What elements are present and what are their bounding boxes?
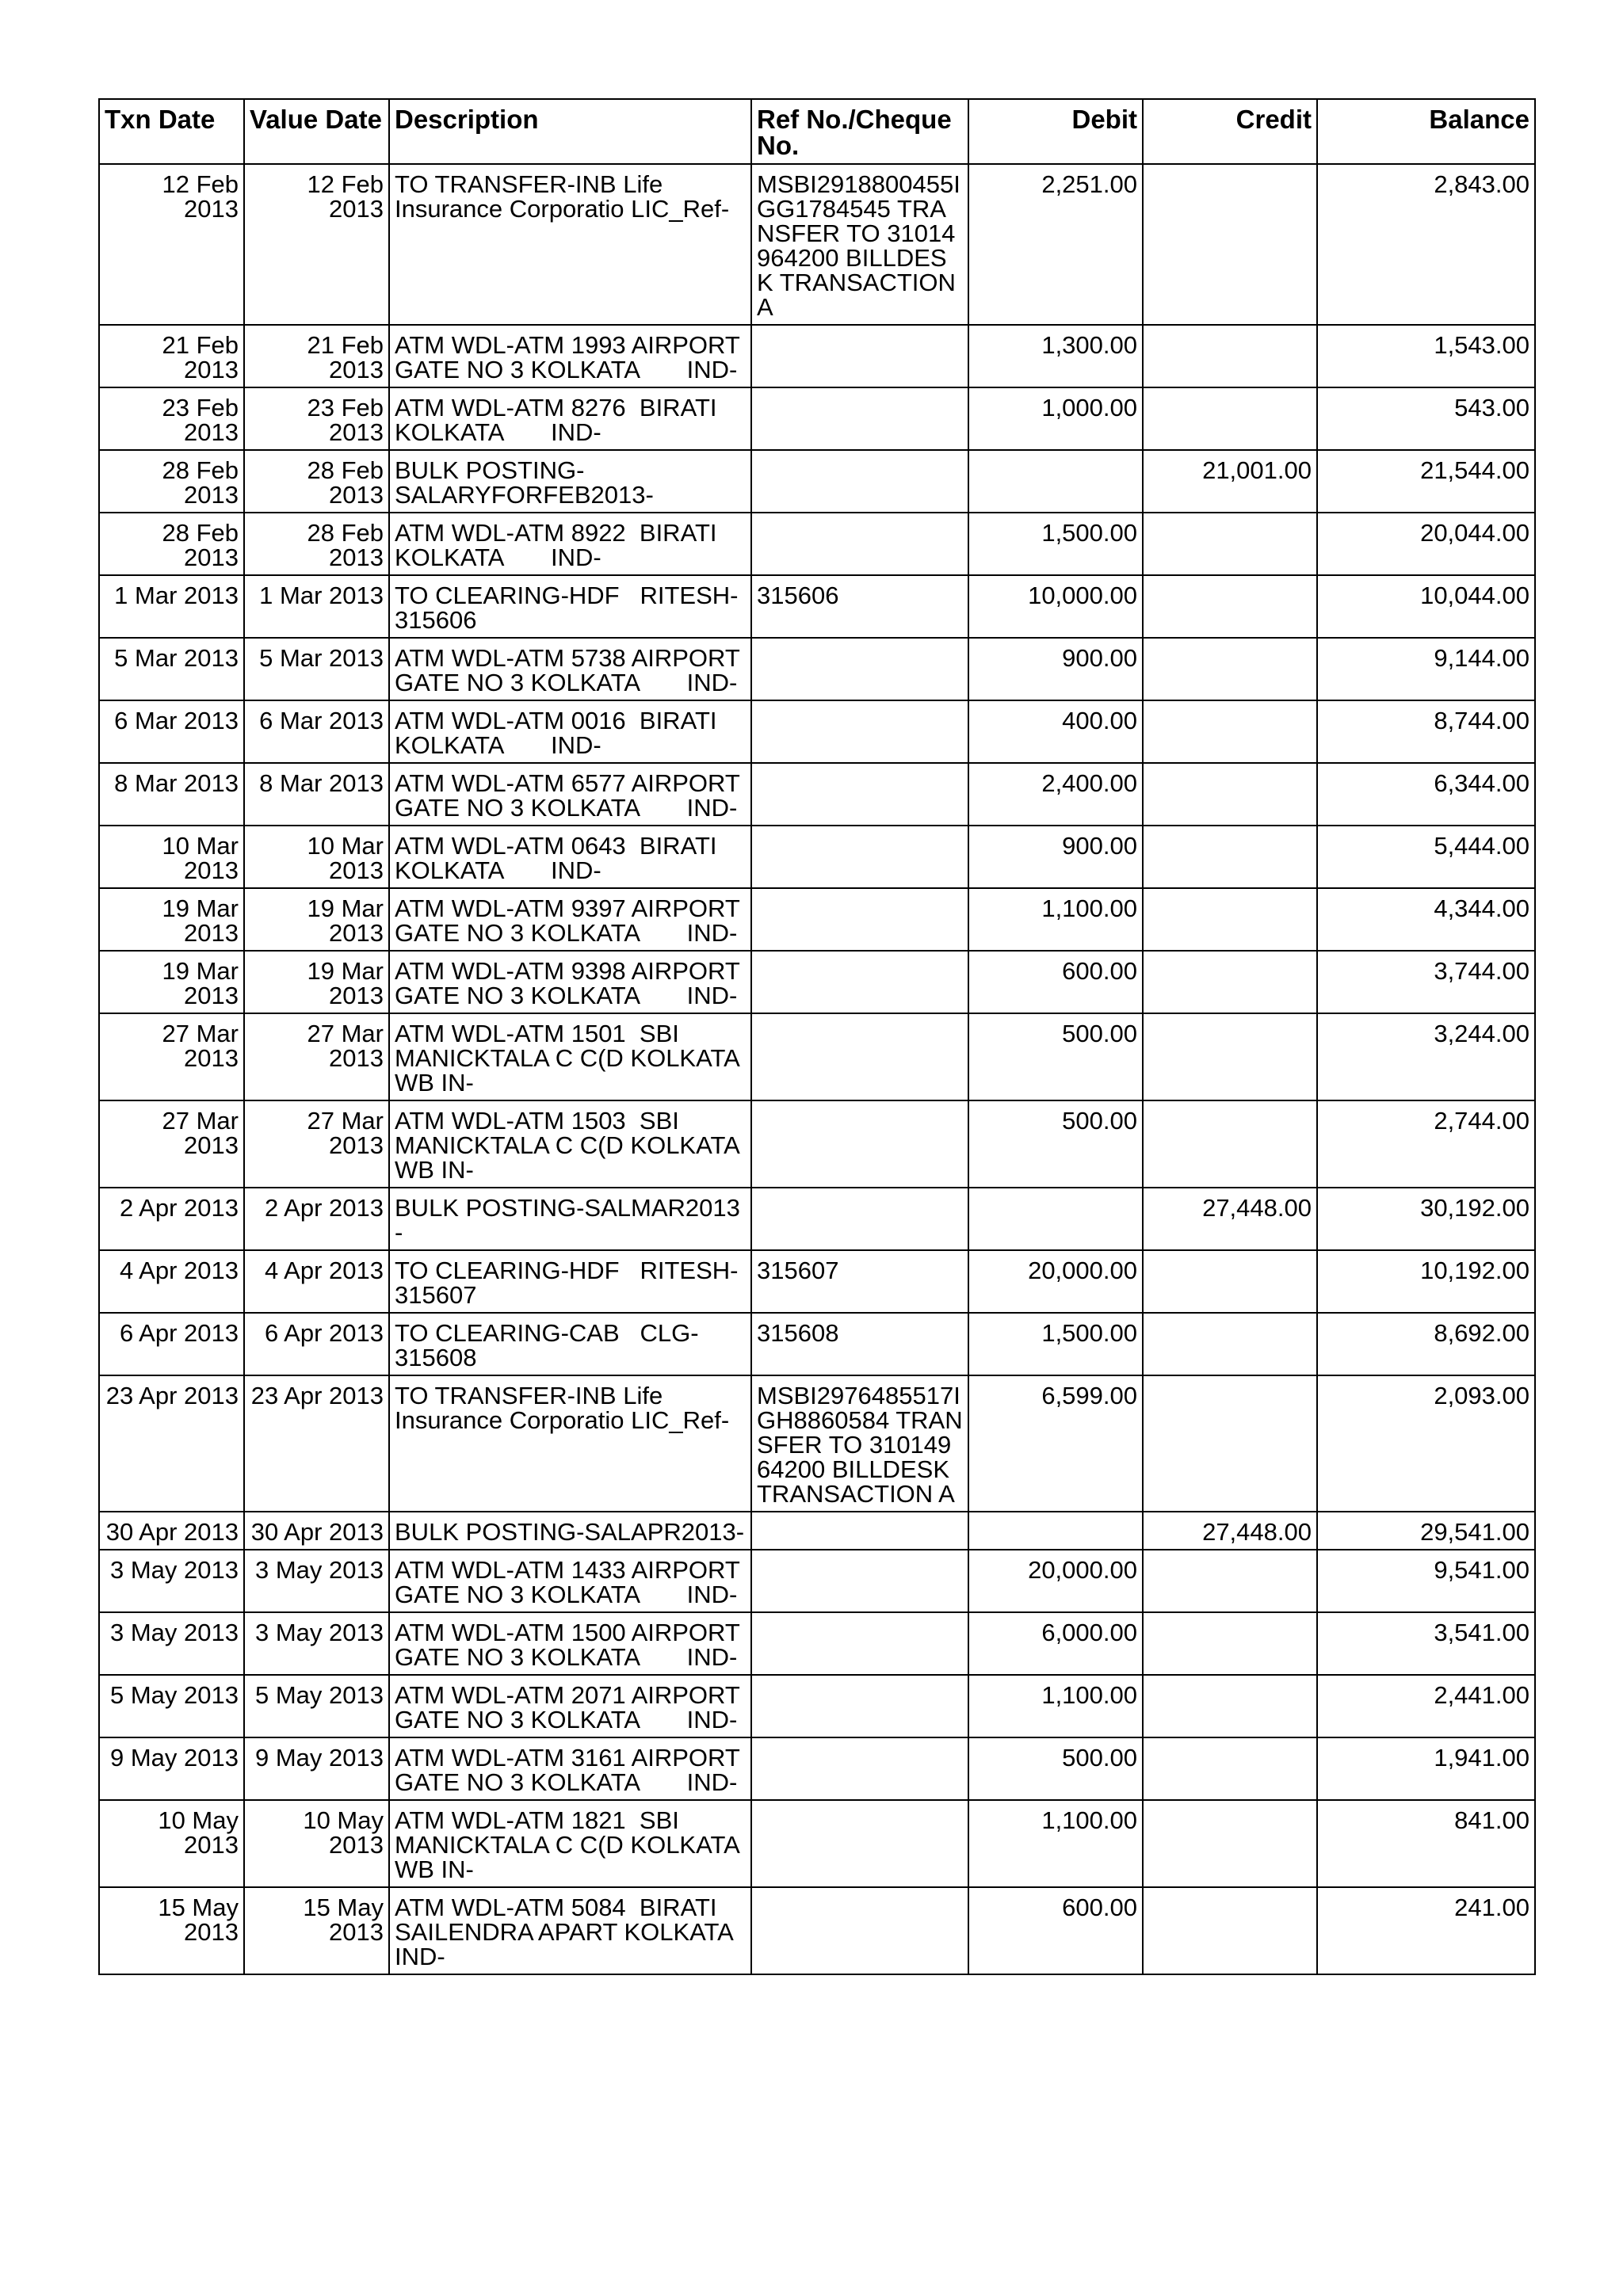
column-header-debit: Debit	[968, 99, 1143, 164]
balance-cell: 30,192.00	[1317, 1188, 1535, 1250]
description-cell: ATM WDL-ATM 1821 SBI MANICKTALA C C(D KOLKATA WB IN-	[389, 1800, 751, 1887]
description-cell: ATM WDL-ATM 1501 SBI MANICKTALA C C(D KOLKATA WB IN-	[389, 1013, 751, 1100]
description-cell: ATM WDL-ATM 1993 AIRPORT GATE NO 3 KOLKATA IND-	[389, 325, 751, 387]
balance-cell: 10,192.00	[1317, 1250, 1535, 1313]
description-cell: ATM WDL-ATM 6577 AIRPORT GATE NO 3 KOLKATA IND-	[389, 763, 751, 826]
table-body	[99, 164, 1535, 1974]
table-row	[99, 387, 1535, 450]
credit-cell	[1143, 1737, 1317, 1800]
value-date-cell: 21 Feb 2013	[244, 325, 389, 387]
balance-cell: 241.00	[1317, 1887, 1535, 1974]
description-cell: TO CLEARING-CAB CLG-315608	[389, 1313, 751, 1375]
balance-cell: 21,544.00	[1317, 450, 1535, 513]
credit-cell	[1143, 1250, 1317, 1313]
value-date-cell: 2 Apr 2013	[244, 1188, 389, 1250]
debit-cell: 500.00	[968, 1100, 1143, 1188]
table-row	[99, 164, 1535, 325]
value-date-cell: 3 May 2013	[244, 1612, 389, 1675]
ref-no-cell	[751, 1800, 968, 1887]
txn-date-cell: 30 Apr 2013	[99, 1512, 244, 1550]
credit-cell	[1143, 700, 1317, 763]
description-cell: ATM WDL-ATM 8276 BIRATI KOLKATA IND-	[389, 387, 751, 450]
column-header-description: Description	[389, 99, 751, 164]
value-date-cell: 28 Feb 2013	[244, 513, 389, 575]
table-row	[99, 826, 1535, 888]
credit-cell	[1143, 1313, 1317, 1375]
description-cell: TO CLEARING-HDF RITESH-315607	[389, 1250, 751, 1313]
txn-date-cell: 8 Mar 2013	[99, 763, 244, 826]
ref-no-cell	[751, 638, 968, 700]
table-row	[99, 1013, 1535, 1100]
table-row	[99, 1100, 1535, 1188]
credit-cell: 21,001.00	[1143, 450, 1317, 513]
debit-cell: 1,500.00	[968, 1313, 1143, 1375]
balance-cell: 2,441.00	[1317, 1675, 1535, 1737]
table-row	[99, 1313, 1535, 1375]
credit-cell: 27,448.00	[1143, 1188, 1317, 1250]
txn-date-cell: 28 Feb 2013	[99, 450, 244, 513]
txn-date-cell: 27 Mar 2013	[99, 1100, 244, 1188]
credit-cell	[1143, 513, 1317, 575]
description-cell: ATM WDL-ATM 1433 AIRPORT GATE NO 3 KOLKATA IND-	[389, 1550, 751, 1612]
credit-cell	[1143, 826, 1317, 888]
ref-no-cell: MSBI2976485517IGH8860584 TRANSFER TO 31014964200 BILLDESK TRANSACTION A	[751, 1375, 968, 1512]
description-cell: TO TRANSFER-INB Life Insurance Corporatio LIC_Ref-	[389, 1375, 751, 1512]
column-header-txn-date: Txn Date	[99, 99, 244, 164]
txn-date-cell: 23 Feb 2013	[99, 387, 244, 450]
description-cell: ATM WDL-ATM 5084 BIRATI SAILENDRA APART KOLKATA IND-	[389, 1887, 751, 1974]
txn-date-cell: 2 Apr 2013	[99, 1188, 244, 1250]
txn-date-cell: 27 Mar 2013	[99, 1013, 244, 1100]
balance-cell: 1,543.00	[1317, 325, 1535, 387]
table-row	[99, 888, 1535, 951]
txn-date-cell: 5 May 2013	[99, 1675, 244, 1737]
txn-date-cell: 5 Mar 2013	[99, 638, 244, 700]
description-cell: ATM WDL-ATM 8922 BIRATI KOLKATA IND-	[389, 513, 751, 575]
debit-cell: 1,300.00	[968, 325, 1143, 387]
balance-cell: 2,843.00	[1317, 164, 1535, 325]
balance-cell: 841.00	[1317, 1800, 1535, 1887]
ref-no-cell	[751, 1100, 968, 1188]
value-date-cell: 6 Apr 2013	[244, 1313, 389, 1375]
table-row	[99, 1737, 1535, 1800]
value-date-cell: 27 Mar 2013	[244, 1100, 389, 1188]
debit-cell: 500.00	[968, 1737, 1143, 1800]
debit-cell: 10,000.00	[968, 575, 1143, 638]
value-date-cell: 15 May 2013	[244, 1887, 389, 1974]
table-row	[99, 638, 1535, 700]
credit-cell	[1143, 1550, 1317, 1612]
ref-no-cell: 315606	[751, 575, 968, 638]
txn-date-cell: 3 May 2013	[99, 1612, 244, 1675]
description-cell: ATM WDL-ATM 2071 AIRPORT GATE NO 3 KOLKATA IND-	[389, 1675, 751, 1737]
value-date-cell: 19 Mar 2013	[244, 888, 389, 951]
description-cell: BULK POSTING-SALARYFORFEB2013-	[389, 450, 751, 513]
credit-cell	[1143, 575, 1317, 638]
credit-cell	[1143, 888, 1317, 951]
debit-cell: 900.00	[968, 826, 1143, 888]
debit-cell	[968, 450, 1143, 513]
balance-cell: 2,744.00	[1317, 1100, 1535, 1188]
table-row	[99, 700, 1535, 763]
debit-cell: 20,000.00	[968, 1550, 1143, 1612]
header-row	[99, 99, 1535, 164]
ref-no-cell	[751, 1013, 968, 1100]
table-row	[99, 1550, 1535, 1612]
txn-date-cell: 10 Mar 2013	[99, 826, 244, 888]
txn-date-cell: 3 May 2013	[99, 1550, 244, 1612]
value-date-cell: 9 May 2013	[244, 1737, 389, 1800]
credit-cell: 27,448.00	[1143, 1512, 1317, 1550]
table-row	[99, 325, 1535, 387]
value-date-cell: 5 Mar 2013	[244, 638, 389, 700]
value-date-cell: 1 Mar 2013	[244, 575, 389, 638]
ref-no-cell	[751, 450, 968, 513]
description-cell: TO CLEARING-HDF RITESH-315606	[389, 575, 751, 638]
ref-no-cell	[751, 951, 968, 1013]
debit-cell: 1,100.00	[968, 1800, 1143, 1887]
balance-cell: 2,093.00	[1317, 1375, 1535, 1512]
balance-cell: 543.00	[1317, 387, 1535, 450]
value-date-cell: 4 Apr 2013	[244, 1250, 389, 1313]
credit-cell	[1143, 164, 1317, 325]
balance-cell: 5,444.00	[1317, 826, 1535, 888]
table-row	[99, 575, 1535, 638]
debit-cell: 400.00	[968, 700, 1143, 763]
credit-cell	[1143, 638, 1317, 700]
txn-date-cell: 21 Feb 2013	[99, 325, 244, 387]
value-date-cell: 28 Feb 2013	[244, 450, 389, 513]
value-date-cell: 3 May 2013	[244, 1550, 389, 1612]
credit-cell	[1143, 1887, 1317, 1974]
balance-cell: 9,144.00	[1317, 638, 1535, 700]
description-cell: ATM WDL-ATM 9397 AIRPORT GATE NO 3 KOLKATA IND-	[389, 888, 751, 951]
balance-cell: 8,744.00	[1317, 700, 1535, 763]
credit-cell	[1143, 763, 1317, 826]
debit-cell	[968, 1512, 1143, 1550]
ref-no-cell	[751, 763, 968, 826]
table-row	[99, 1612, 1535, 1675]
ref-no-cell	[751, 1887, 968, 1974]
description-cell: BULK POSTING-SALAPR2013-	[389, 1512, 751, 1550]
ref-no-cell	[751, 700, 968, 763]
ref-no-cell	[751, 1675, 968, 1737]
txn-date-cell: 19 Mar 2013	[99, 951, 244, 1013]
table-row	[99, 513, 1535, 575]
value-date-cell: 6 Mar 2013	[244, 700, 389, 763]
value-date-cell: 8 Mar 2013	[244, 763, 389, 826]
value-date-cell: 10 Mar 2013	[244, 826, 389, 888]
debit-cell: 2,251.00	[968, 164, 1143, 325]
debit-cell: 500.00	[968, 1013, 1143, 1100]
debit-cell: 1,000.00	[968, 387, 1143, 450]
ref-no-cell	[751, 1188, 968, 1250]
ref-no-cell	[751, 826, 968, 888]
debit-cell	[968, 1188, 1143, 1250]
value-date-cell: 23 Feb 2013	[244, 387, 389, 450]
txn-date-cell: 1 Mar 2013	[99, 575, 244, 638]
credit-cell	[1143, 951, 1317, 1013]
txn-date-cell: 10 May 2013	[99, 1800, 244, 1887]
table-row	[99, 1675, 1535, 1737]
table-row	[99, 951, 1535, 1013]
description-cell: ATM WDL-ATM 0643 BIRATI KOLKATA IND-	[389, 826, 751, 888]
ref-no-cell	[751, 513, 968, 575]
description-cell: TO TRANSFER-INB Life Insurance Corporatio LIC_Ref-	[389, 164, 751, 325]
credit-cell	[1143, 387, 1317, 450]
debit-cell: 2,400.00	[968, 763, 1143, 826]
value-date-cell: 27 Mar 2013	[244, 1013, 389, 1100]
ref-no-cell: 315607	[751, 1250, 968, 1313]
value-date-cell: 30 Apr 2013	[244, 1512, 389, 1550]
balance-cell: 10,044.00	[1317, 575, 1535, 638]
column-header-value-date: Value Date	[244, 99, 389, 164]
description-cell: ATM WDL-ATM 1500 AIRPORT GATE NO 3 KOLKATA IND-	[389, 1612, 751, 1675]
ref-no-cell	[751, 325, 968, 387]
value-date-cell: 5 May 2013	[244, 1675, 389, 1737]
credit-cell	[1143, 1612, 1317, 1675]
balance-cell: 3,541.00	[1317, 1612, 1535, 1675]
balance-cell: 9,541.00	[1317, 1550, 1535, 1612]
balance-cell: 3,744.00	[1317, 951, 1535, 1013]
debit-cell: 6,599.00	[968, 1375, 1143, 1512]
debit-cell: 600.00	[968, 1887, 1143, 1974]
table-row	[99, 1250, 1535, 1313]
transactions-table	[98, 98, 1536, 1975]
ref-no-cell: MSBI2918800455IGG1784545 TRANSFER TO 31014964200 BILLDESK TRANSACTION A	[751, 164, 968, 325]
ref-no-cell	[751, 1512, 968, 1550]
table-header	[99, 99, 1535, 164]
balance-cell: 3,244.00	[1317, 1013, 1535, 1100]
credit-cell	[1143, 1800, 1317, 1887]
txn-date-cell: 28 Feb 2013	[99, 513, 244, 575]
table-row	[99, 1887, 1535, 1974]
description-cell: ATM WDL-ATM 3161 AIRPORT GATE NO 3 KOLKATA IND-	[389, 1737, 751, 1800]
debit-cell: 1,100.00	[968, 888, 1143, 951]
credit-cell	[1143, 325, 1317, 387]
balance-cell: 20,044.00	[1317, 513, 1535, 575]
description-cell: ATM WDL-ATM 5738 AIRPORT GATE NO 3 KOLKATA IND-	[389, 638, 751, 700]
column-header-ref-no: Ref No./Cheque No.	[751, 99, 968, 164]
value-date-cell: 23 Apr 2013	[244, 1375, 389, 1512]
credit-cell	[1143, 1375, 1317, 1512]
ref-no-cell	[751, 387, 968, 450]
description-cell: BULK POSTING-SALMAR2013 -	[389, 1188, 751, 1250]
table-row	[99, 1512, 1535, 1550]
balance-cell: 4,344.00	[1317, 888, 1535, 951]
balance-cell: 1,941.00	[1317, 1737, 1535, 1800]
ref-no-cell: 315608	[751, 1313, 968, 1375]
description-cell: ATM WDL-ATM 9398 AIRPORT GATE NO 3 KOLKATA IND-	[389, 951, 751, 1013]
column-header-credit: Credit	[1143, 99, 1317, 164]
credit-cell	[1143, 1675, 1317, 1737]
column-header-balance: Balance	[1317, 99, 1535, 164]
txn-date-cell: 4 Apr 2013	[99, 1250, 244, 1313]
ref-no-cell	[751, 1612, 968, 1675]
debit-cell: 1,500.00	[968, 513, 1143, 575]
txn-date-cell: 6 Apr 2013	[99, 1313, 244, 1375]
debit-cell: 20,000.00	[968, 1250, 1143, 1313]
table-row	[99, 1188, 1535, 1250]
ref-no-cell	[751, 888, 968, 951]
txn-date-cell: 15 May 2013	[99, 1887, 244, 1974]
txn-date-cell: 12 Feb 2013	[99, 164, 244, 325]
credit-cell	[1143, 1013, 1317, 1100]
debit-cell: 900.00	[968, 638, 1143, 700]
credit-cell	[1143, 1100, 1317, 1188]
debit-cell: 6,000.00	[968, 1612, 1143, 1675]
description-cell: ATM WDL-ATM 0016 BIRATI KOLKATA IND-	[389, 700, 751, 763]
debit-cell: 600.00	[968, 951, 1143, 1013]
table-row	[99, 450, 1535, 513]
txn-date-cell: 9 May 2013	[99, 1737, 244, 1800]
txn-date-cell: 6 Mar 2013	[99, 700, 244, 763]
balance-cell: 29,541.00	[1317, 1512, 1535, 1550]
table-row	[99, 1375, 1535, 1512]
balance-cell: 6,344.00	[1317, 763, 1535, 826]
debit-cell: 1,100.00	[968, 1675, 1143, 1737]
value-date-cell: 10 May 2013	[244, 1800, 389, 1887]
table-row	[99, 763, 1535, 826]
value-date-cell: 12 Feb 2013	[244, 164, 389, 325]
txn-date-cell: 19 Mar 2013	[99, 888, 244, 951]
table-row	[99, 1800, 1535, 1887]
value-date-cell: 19 Mar 2013	[244, 951, 389, 1013]
balance-cell: 8,692.00	[1317, 1313, 1535, 1375]
ref-no-cell	[751, 1737, 968, 1800]
description-cell: ATM WDL-ATM 1503 SBI MANICKTALA C C(D KOLKATA WB IN-	[389, 1100, 751, 1188]
txn-date-cell: 23 Apr 2013	[99, 1375, 244, 1512]
ref-no-cell	[751, 1550, 968, 1612]
